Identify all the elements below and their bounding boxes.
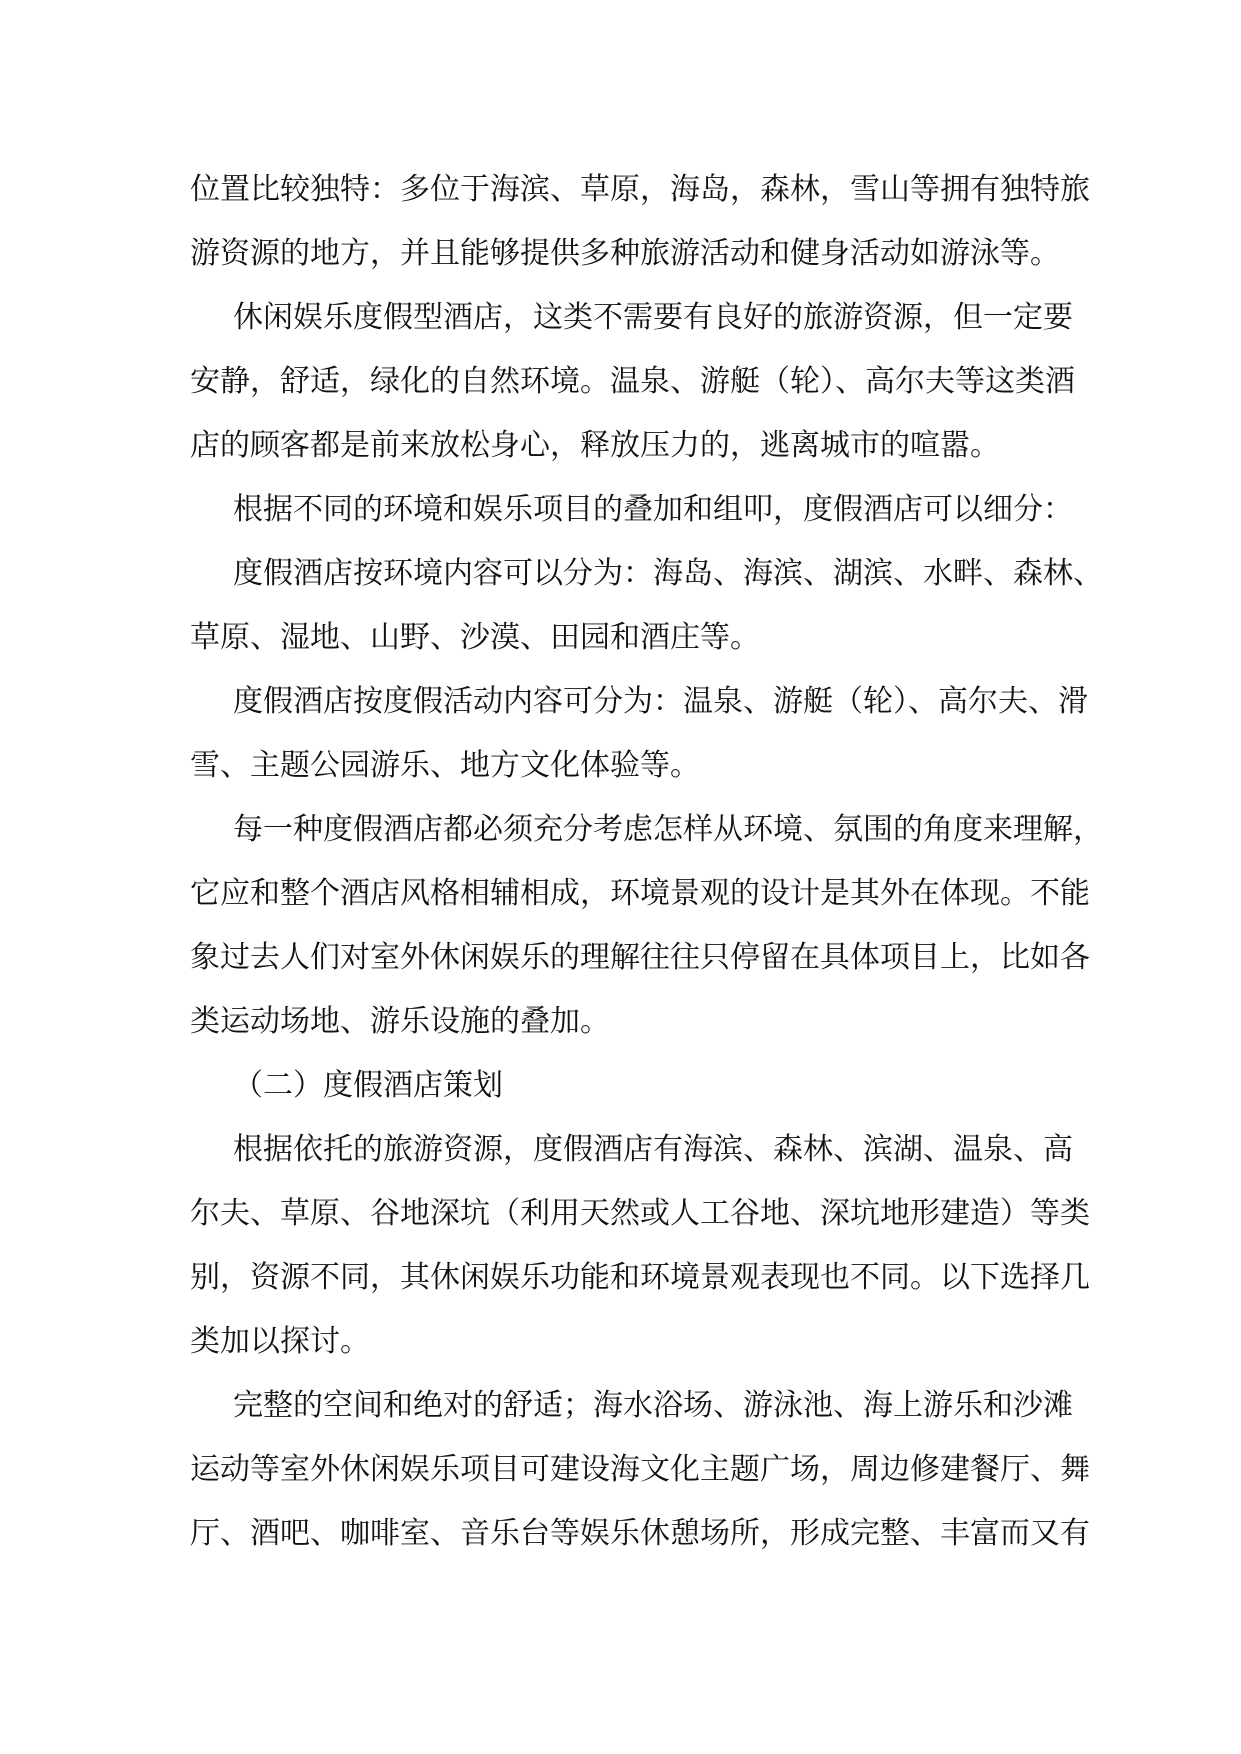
text-line: 店的顾客都是前来放松身心，释放压力的，逃离城市的喧嚣。 xyxy=(190,428,1000,463)
text-line: 草原、湿地、山野、沙漠、田园和酒庄等。 xyxy=(190,620,760,655)
text-line: 每一种度假酒店都必须充分考虑怎样从环境、氛围的角度来理解， xyxy=(233,812,1103,847)
body-text xyxy=(190,158,1103,1566)
text-line: 别，资源不同，其休闲娱乐功能和环境景观表现也不同。以下选择几 xyxy=(190,1260,1090,1295)
text-line: 类运动场地、游乐设施的叠加。 xyxy=(190,1004,610,1039)
text-line: 根据不同的环境和娱乐项目的叠加和组叩，度假酒店可以细分： xyxy=(233,492,1073,527)
text-line: 位置比较独特：多位于海滨、草原，海岛，森林，雪山等拥有独特旅 xyxy=(190,172,1090,207)
text-line: 度假酒店按度假活动内容可分为：温泉、游艇（轮）、高尔夫、滑 xyxy=(233,684,1088,719)
text-line: 象过去人们对室外休闲娱乐的理解往往只停留在具体项目上，比如各 xyxy=(190,940,1090,975)
text-line: 休闲娱乐度假型酒店，这类不需要有良好的旅游资源，但一定要 xyxy=(233,300,1073,335)
text-line: 它应和整个酒店风格相辅相成，环境景观的设计是其外在体现。不能 xyxy=(190,876,1090,911)
text-line: 完整的空间和绝对的舒适；海水浴场、游泳池、海上游乐和沙滩 xyxy=(233,1388,1073,1423)
text-line: 游资源的地方，并且能够提供多种旅游活动和健身活动如游泳等。 xyxy=(190,236,1060,271)
text-line: 雪、主题公园游乐、地方文化体验等。 xyxy=(190,748,700,783)
section-heading: （二）度假酒店策划 xyxy=(233,1068,503,1103)
text-line: 运动等室外休闲娱乐项目可建设海文化主题广场，周边修建餐厅、舞 xyxy=(190,1452,1090,1487)
text-line: 安静，舒适，绿化的自然环境。温泉、游艇（轮）、高尔夫等这类酒 xyxy=(190,364,1075,399)
text-line: 厅、酒吧、咖啡室、音乐台等娱乐休憩场所，形成完整、丰富而又有 xyxy=(190,1516,1090,1551)
text-line: 度假酒店按环境内容可以分为：海岛、海滨、湖滨、水畔、森林、 xyxy=(233,556,1103,591)
text-line: 类加以探讨。 xyxy=(190,1324,370,1359)
text-line: 根据依托的旅游资源，度假酒店有海滨、森林、滨湖、温泉、高 xyxy=(233,1132,1073,1167)
text-line: 尔夫、草原、谷地深坑（利用天然或人工谷地、深坑地形建造）等类 xyxy=(190,1196,1090,1231)
